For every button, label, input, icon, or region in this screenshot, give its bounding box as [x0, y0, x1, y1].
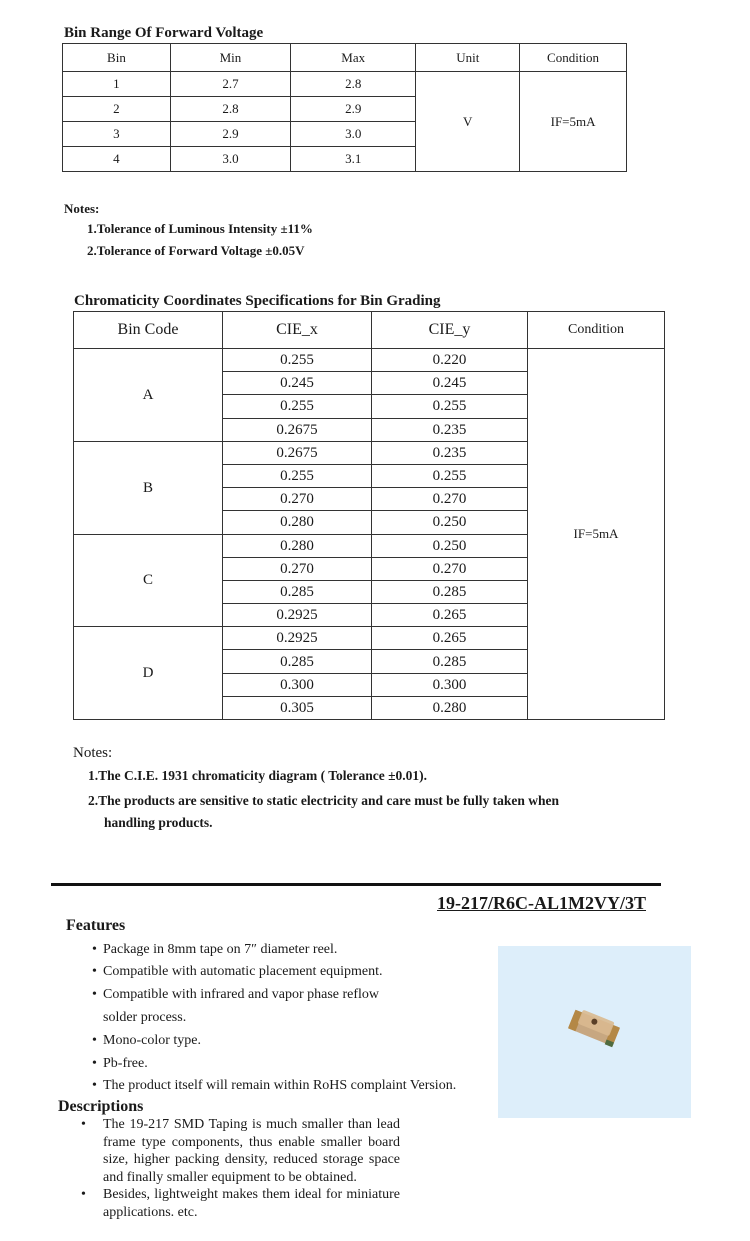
features-list — [92, 939, 456, 1097]
cell-bin-code: C — [74, 534, 223, 627]
bullet-icon: • — [92, 964, 97, 980]
bullet-icon: • — [92, 942, 97, 957]
cell-cie-y: 0.250 — [372, 511, 528, 534]
cell-cie-x: 0.280 — [223, 511, 372, 534]
voltage-note-1: 1.Tolerance of Luminous Intensity ±11% — [87, 221, 313, 236]
header-cie-y: CIE_y — [372, 312, 528, 349]
cell-condition: IF=5mA — [520, 72, 627, 172]
voltage-table-title: Bin Range Of Forward Voltage — [64, 25, 264, 41]
chromaticity-note-2: 2.The products are sensitive to static electricity and care must be fully taken when — [88, 793, 559, 808]
list-item: • The product itself will remain within RoHS complaint Version. — [92, 1075, 456, 1097]
cell-bin-code: D — [74, 627, 223, 720]
header-unit: Unit — [416, 44, 520, 72]
cell-cie-y: 0.255 — [372, 395, 528, 418]
cell-bin-code: B — [74, 441, 223, 534]
cell-cie-x: 0.2925 — [223, 627, 372, 650]
cell-cie-y: 0.270 — [372, 488, 528, 511]
cell-cie-x: 0.2675 — [223, 441, 372, 464]
bullet-icon: • — [81, 1187, 86, 1202]
header-cie-x: CIE_x — [223, 312, 372, 349]
cell-cie-x: 0.2925 — [223, 604, 372, 627]
cell-condition: IF=5mA — [528, 349, 665, 720]
list-item: • Package in 8mm tape on 7″ diameter reel. — [92, 939, 456, 961]
chromaticity-note-2-cont: handling products. — [104, 815, 213, 830]
cell-cie-y: 0.270 — [372, 557, 528, 580]
cell-cie-x: 0.270 — [223, 488, 372, 511]
chromaticity-table-body — [74, 349, 665, 720]
cell-cie-x: 0.280 — [223, 534, 372, 557]
header-bin-code: Bin Code — [74, 312, 223, 349]
cell-cie-y: 0.285 — [372, 580, 528, 603]
list-item-continuation: solder process. — [103, 1010, 187, 1026]
cell-cie-x: 0.245 — [223, 372, 372, 395]
cell-cie-x: 0.285 — [223, 650, 372, 673]
cell-cie-x: 0.255 — [223, 464, 372, 487]
cell-max: 2.9 — [291, 97, 416, 122]
chromaticity-table-title: Chromaticity Coordinates Specifications for Bin Grading — [74, 293, 441, 309]
header-condition: Condition — [520, 44, 627, 72]
cell-cie-y: 0.300 — [372, 673, 528, 696]
list-item: • Besides, lightweight makes them ideal for miniature applications. etc. — [81, 1187, 400, 1220]
table-row — [74, 349, 665, 372]
chromaticity-notes-label: Notes: — [73, 745, 113, 761]
list-item: • The 19-217 SMD Taping is much smaller than lead frame type components, thus enable smaller board size, higher packing density, reduced storage space and finally smaller equipment to be obtained. — [81, 1117, 400, 1185]
descriptions-list — [81, 1116, 400, 1221]
forward-voltage-table — [62, 43, 627, 172]
bullet-icon: • — [81, 1117, 86, 1132]
cell-cie-x: 0.285 — [223, 580, 372, 603]
descriptions-title: Descriptions — [58, 1098, 144, 1115]
cell-unit: V — [416, 72, 520, 172]
cell-bin: 2 — [63, 97, 171, 122]
cell-cie-x: 0.2675 — [223, 418, 372, 441]
cell-bin: 3 — [63, 122, 171, 147]
cell-bin-code: A — [74, 349, 223, 442]
cell-cie-y: 0.235 — [372, 418, 528, 441]
smd-led-chip-icon — [498, 946, 691, 1118]
chromaticity-table — [73, 311, 665, 720]
cell-bin: 1 — [63, 72, 171, 97]
cell-min: 3.0 — [170, 147, 290, 172]
product-image — [498, 946, 691, 1118]
header-divider — [51, 883, 661, 886]
table-header-row — [74, 312, 665, 349]
list-item: • Compatible with infrared and vapor phase reflow — [92, 983, 456, 1006]
voltage-notes-label: Notes: — [64, 201, 100, 216]
part-number: 19-217/R6C-AL1M2VY/3T — [437, 893, 646, 913]
cell-max: 3.0 — [291, 122, 416, 147]
cell-cie-y: 0.280 — [372, 696, 528, 719]
list-item: • Compatible with automatic placement equipment. — [92, 961, 456, 983]
cell-max: 2.8 — [291, 72, 416, 97]
cell-cie-y: 0.235 — [372, 441, 528, 464]
bullet-icon: • — [92, 1033, 97, 1049]
table-row — [63, 72, 627, 97]
cell-cie-x: 0.255 — [223, 395, 372, 418]
features-title: Features — [66, 917, 126, 934]
cell-bin: 4 — [63, 147, 171, 172]
cell-cie-y: 0.265 — [372, 627, 528, 650]
cell-max: 3.1 — [291, 147, 416, 172]
bullet-icon: • — [92, 1055, 97, 1071]
cell-cie-y: 0.220 — [372, 349, 528, 372]
cell-min: 2.8 — [170, 97, 290, 122]
voltage-note-2: 2.Tolerance of Forward Voltage ±0.05V — [87, 243, 305, 258]
cell-min: 2.7 — [170, 72, 290, 97]
cell-cie-x: 0.255 — [223, 349, 372, 372]
cell-cie-x: 0.305 — [223, 696, 372, 719]
bullet-icon: • — [92, 1077, 97, 1093]
cell-cie-x: 0.270 — [223, 557, 372, 580]
list-item: • Pb-free. — [92, 1053, 456, 1075]
header-bin: Bin — [63, 44, 171, 72]
list-item: • Mono-color type. — [92, 1030, 456, 1052]
chromaticity-note-1: 1.The C.I.E. 1931 chromaticity diagram ( Tolerance ±0.01). — [88, 768, 428, 783]
header-min: Min — [170, 44, 290, 72]
cell-cie-y: 0.245 — [372, 372, 528, 395]
cell-cie-y: 0.255 — [372, 464, 528, 487]
header-max: Max — [291, 44, 416, 72]
cell-cie-y: 0.250 — [372, 534, 528, 557]
cell-cie-x: 0.300 — [223, 673, 372, 696]
cell-min: 2.9 — [170, 122, 290, 147]
cell-cie-y: 0.285 — [372, 650, 528, 673]
header-condition: Condition — [528, 312, 665, 349]
cell-cie-y: 0.265 — [372, 604, 528, 627]
bullet-icon: • — [92, 987, 97, 1003]
table-header-row — [63, 44, 627, 72]
